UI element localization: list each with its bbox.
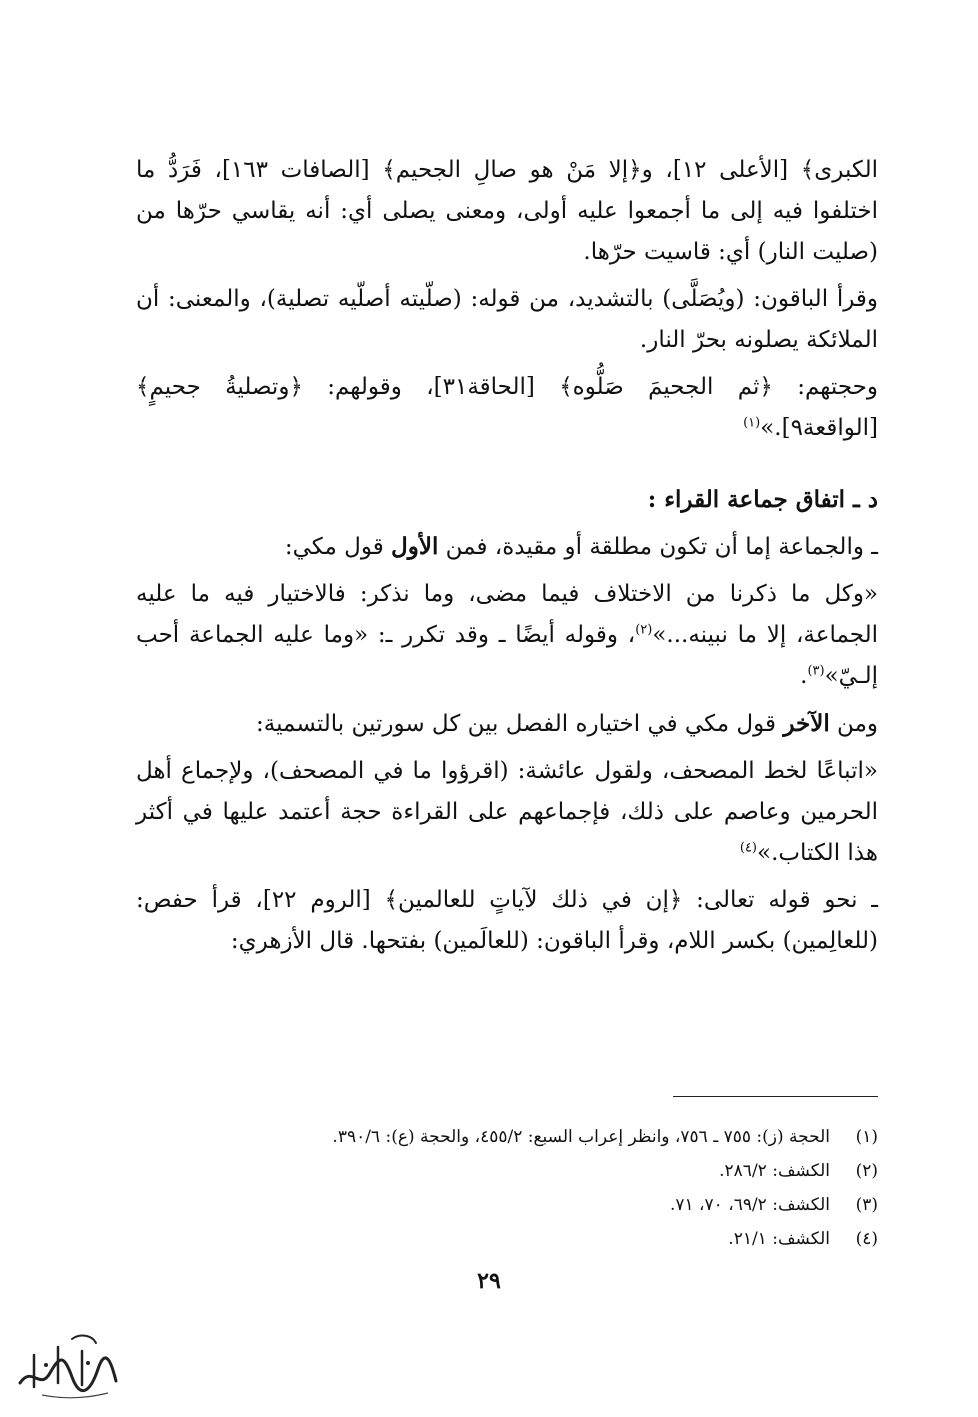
paragraph-6-a: ومن (829, 711, 878, 737)
paragraph-4-bold: الأول (391, 533, 439, 560)
footnote-text: الكشف: ٦٩/٢، ٧٠، ٧١. (669, 1195, 830, 1215)
footnote-item (136, 1188, 878, 1222)
paragraph-7 (136, 751, 878, 874)
section-heading: د ـ اتفاق جماعة القراء : (647, 486, 878, 513)
paragraph-6-b: قول مكي في اختياره الفصل بين كل سورتين بالتسمية: (256, 711, 784, 737)
footnote-ref-4: (٤) (739, 840, 757, 856)
paragraph-5-c: . (800, 663, 808, 689)
footnote-number: (٣) (855, 1195, 878, 1215)
footnote-ref-3: (٣) (807, 663, 825, 679)
footnote-ref-2: (٢) (635, 622, 653, 638)
paragraph-6-bold: الآخر (783, 710, 830, 737)
paragraph-5-b: ، وقوله أيضًا ـ وقد تكرر ـ: «وما عليه الجماعة أحب إلـيّ» (136, 622, 878, 689)
paragraph-5 (136, 574, 878, 697)
footnote-number: (١) (855, 1127, 878, 1147)
footnote-item (136, 1222, 878, 1256)
footnote-item (136, 1120, 878, 1154)
calligraphy-stamp (12, 1325, 122, 1405)
paragraph-4 (136, 526, 878, 568)
footnote-number: (٢) (855, 1161, 878, 1181)
calligraphy-stamp-icon (12, 1325, 122, 1405)
footnotes (136, 1120, 878, 1256)
paragraph-3-text: وحجتهم: ﴿ثم الجحيمَ صَلُّوه﴾ [الحاقة٣١]، وقولهم: ﴿وتصليةُ جحيمٍ﴾ [الواقعة٩].» (136, 374, 878, 441)
footnote-text: الكشف: ٢١/١. (728, 1229, 830, 1249)
footnote-text: الكشف: ٢٨٦/٢. (719, 1161, 830, 1181)
footnote-number: (٤) (855, 1229, 878, 1249)
paragraph-6 (136, 703, 878, 745)
footnote-item (136, 1154, 878, 1188)
paragraph-8: ـ نحو قوله تعالى: ﴿إن في ذلك لآياتٍ للعالمين﴾ [الروم ٢٢]، قرأ حفص: (للعالِمين) بكسر اللام، وقرأ الباقون: (للعالَمين) بفتحها. قال الأزهري: (136, 887, 878, 954)
footnote-ref-1: (١) (743, 415, 761, 431)
page-number: ٢٩ (477, 1268, 501, 1294)
paragraph-4-a: ـ والجماعة إما أن تكون مطلقة أو مقيدة، فمن (438, 534, 878, 560)
paragraph-1: الكبرى﴾ [الأعلى ١٢]، و﴿إلا مَنْ هو صالِ الجحيم﴾ [الصافات ١٦٣]، فَرَدُّ ما اختلفوا فيه إلى ما أجمعوا عليه أولى، ومعنى يصلى أي: أنه يقاسي حرّها من (صليت النار) أي: قاسيت حرّها. (136, 157, 878, 265)
footnote-text: الحجة (ز): ٧٥٥ ـ ٧٥٦، وانظر إعراب السبع: ٤٥٥/٢، والحجة (ع): ٣٩٠/٦. (332, 1127, 830, 1147)
paragraph-4-b: قول مكي: (284, 534, 392, 560)
footnote-divider (673, 1096, 878, 1097)
paragraph-3 (136, 367, 878, 449)
paragraph-2: وقرأ الباقون: (ويُصَلَّى) بالتشديد، من قوله: (صلّيته أصلّيه تصلية)، والمعنى: أن الملائكة يصلونه بحرّ النار. (136, 286, 878, 353)
paragraph-5-a: «وكل ما ذكرنا من الاختلاف فيما مضى، وما نذكر: فالاختيار فيه ما عليه الجماعة، إلا ما نبينه...» (136, 581, 878, 648)
paragraph-7-text: «اتباعًا لخط المصحف، ولقول عائشة: (اقرؤوا ما في المصحف)، ولإجماع أهل الحرمين وعاصم على ذلك، فإجماعهم على القراءة حجة أعتمد عليها في أكثر هذا الكتاب.» (136, 758, 878, 866)
main-text (136, 150, 878, 962)
